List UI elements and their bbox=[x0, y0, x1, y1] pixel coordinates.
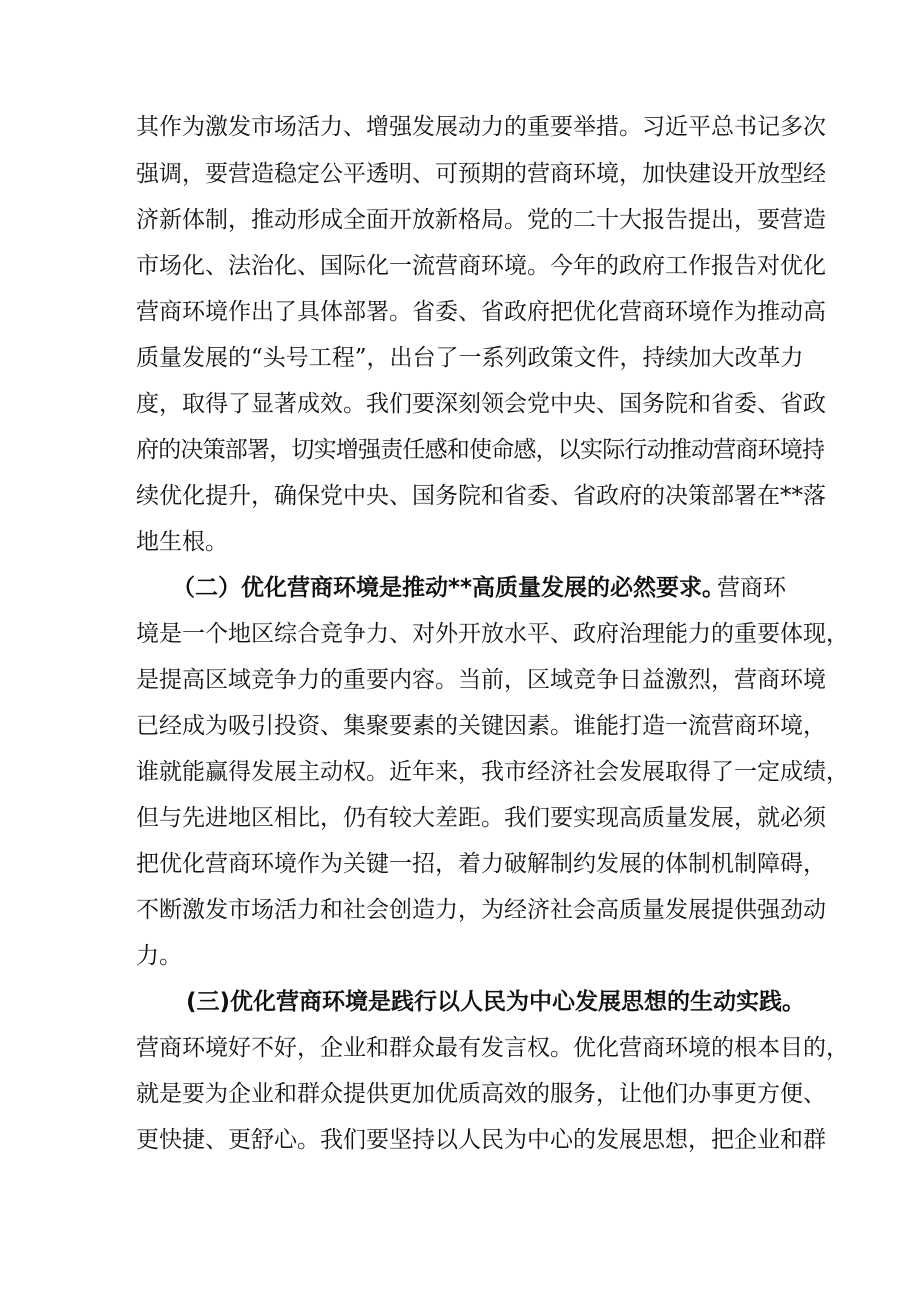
paragraph-3-line bbox=[0, 1120, 920, 1160]
text-line: 谁就能赢得发展主动权。近年来，我市经济社会发展取得了一定成绩， bbox=[136, 759, 849, 785]
paragraph-2-line bbox=[0, 614, 920, 654]
text-line: 续优化提升，确保党中央、国务院和省委、省政府的决策部署在**落 bbox=[136, 483, 826, 509]
paragraph-2-line bbox=[0, 936, 920, 976]
text-line: 度，取得了显著成效。我们要深刻领会党中央、国务院和省委、省政 bbox=[136, 391, 826, 417]
text-line: 强调，要营造稳定公平透明、可预期的营商环境，加快建设开放型经 bbox=[136, 161, 826, 187]
text-line: 更快捷、更舒心。我们要坚持以人民为中心的发展思想，把企业和群 bbox=[136, 1127, 826, 1153]
paragraph-2-line bbox=[0, 752, 920, 792]
section-heading: (三)优化营商环境是践行以人民为中心发展思想的生动实践。 bbox=[186, 989, 806, 1015]
text-line: 市场化、法治化、国际化一流营商环境。今年的政府工作报告对优化 bbox=[136, 253, 826, 279]
text-line: 不断激发市场活力和社会创造力，为经济社会高质量发展提供强劲动 bbox=[136, 897, 826, 923]
paragraph-2-line bbox=[0, 844, 920, 884]
paragraph-1-line bbox=[0, 154, 920, 194]
paragraph-2-line bbox=[0, 660, 920, 700]
text-line: 营商环境作出了具体部署。省委、省政府把优化营商环境作为推动高 bbox=[136, 299, 826, 325]
paragraph-1-line bbox=[0, 107, 920, 147]
paragraph-2-heading-line bbox=[0, 568, 920, 608]
text-line: 质量发展的“头号工程”，出台了一系列政策文件，持续加大改革力 bbox=[136, 345, 804, 371]
paragraph-2-line bbox=[0, 798, 920, 838]
paragraph-1-line bbox=[0, 476, 920, 516]
text-line: 地生根。 bbox=[136, 529, 228, 555]
text-line: 已经成为吸引投资、集聚要素的关键因素。谁能打造一流营商环境， bbox=[136, 713, 826, 739]
paragraph-3-line bbox=[0, 1074, 920, 1114]
paragraph-3-heading-line bbox=[0, 982, 920, 1022]
text-line: 府的决策部署，切实增强责任感和使命感，以实际行动推动营商环境持 bbox=[136, 437, 825, 463]
text-line: 是提高区域竞争力的重要内容。当前，区域竞争日益激烈，营商环境 bbox=[136, 667, 826, 693]
paragraph-2-line bbox=[0, 890, 920, 930]
text-line: 其作为激发市场活力、增强发展动力的重要举措。习近平总书记多次 bbox=[136, 114, 826, 140]
paragraph-1-line bbox=[0, 384, 920, 424]
text-line: 营商环 bbox=[717, 575, 786, 601]
paragraph-1-line bbox=[0, 338, 920, 378]
paragraph-1-line bbox=[0, 522, 920, 562]
text-line: 营商环境好不好，企业和群众最有发言权。优化营商环境的根本目的， bbox=[136, 1035, 849, 1061]
paragraph-3-line bbox=[0, 1028, 920, 1068]
text-line: 境是一个地区综合竞争力、对外开放水平、政府治理能力的重要体现， bbox=[136, 621, 849, 647]
paragraph-1-line bbox=[0, 430, 920, 470]
text-line: 力。 bbox=[136, 943, 182, 969]
paragraph-1-line bbox=[0, 246, 920, 286]
text-line: 但与先进地区相比，仍有较大差距。我们要实现高质量发展，就必须 bbox=[136, 805, 826, 831]
text-line: 把优化营商环境作为关键一招，着力破解制约发展的体制机制障碍， bbox=[136, 851, 826, 877]
paragraph-2-line bbox=[0, 706, 920, 746]
text-line: 济新体制，推动形成全面开放新格局。党的二十大报告提出，要营造 bbox=[136, 207, 826, 233]
paragraph-1-line bbox=[0, 292, 920, 332]
paragraph-1-line bbox=[0, 200, 920, 240]
section-heading: （二）优化营商环境是推动**高质量发展的必然要求。 bbox=[172, 575, 726, 601]
text-line: 就是要为企业和群众提供更加优质高效的服务，让他们办事更方便、 bbox=[136, 1081, 826, 1107]
